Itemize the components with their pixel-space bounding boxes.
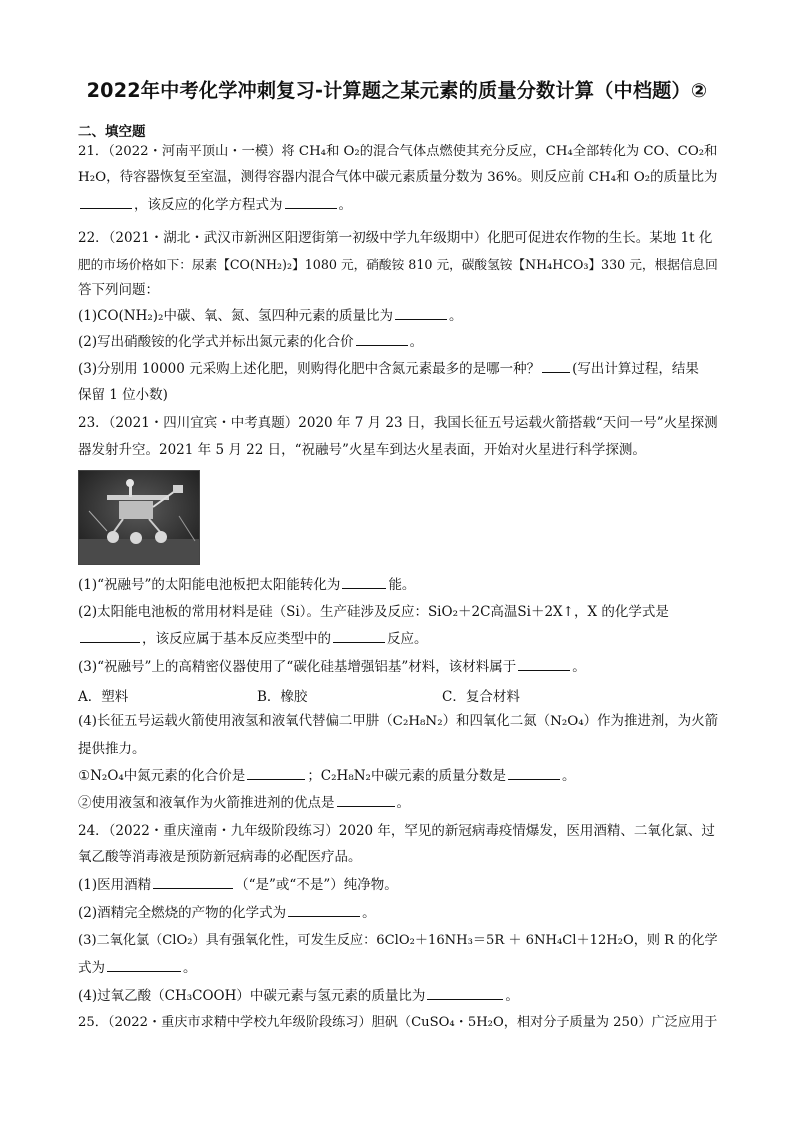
- answer-blank[interactable]: [337, 794, 395, 807]
- answer-blank[interactable]: [508, 767, 560, 780]
- q23-line-1: 23．（2021・四川宜宾・中考真题）2020 年 7 月 23 日，我国长征五号运载火箭搭载“天问一号”火星探测: [78, 415, 718, 431]
- q22-sub-1: (1)CO(NH₂)₂中碳、氧、氮、氢四种元素的质量比为 。: [78, 308, 463, 324]
- q23-sub-1: (1)“祝融号”的太阳能电池板把太阳能转化为 能。: [78, 577, 416, 593]
- q23-sub-2: (2)太阳能电池板的常用材料是硅（Si）。生产硅涉及反应：SiO₂＋2C高温Si＋2X↑，X 的化学式是: [78, 604, 669, 620]
- section-heading: 二、填空题: [78, 124, 146, 140]
- option-b[interactable]: B．橡胶: [257, 689, 308, 705]
- option-c[interactable]: C．复合材料: [442, 689, 520, 705]
- answer-blank[interactable]: [342, 576, 386, 589]
- option-a[interactable]: A．塑料: [78, 689, 129, 705]
- q23-sub-4: (4)长征五号运载火箭使用液氢和液氧代替偏二甲肼（C₂H₈N₂）和四氧化二氮（N₂O₄）作为推进剂，为火箭: [78, 714, 719, 729]
- q23-sub-3: (3)“祝融号”上的高精密仪器使用了“碳化硅基增强铝基”材料，该材料属于 。: [78, 659, 586, 675]
- answer-blank[interactable]: [542, 360, 570, 373]
- q23-sub-4-cont: 提供推力。: [78, 741, 146, 757]
- answer-blank[interactable]: [518, 658, 570, 671]
- q22-line-2: 肥的市场价格如下：尿素【CO(NH₂)₂】1080 元，硝酸铵 810 元，碳酸氢铵【NH₄HCO₃】330 元，根据信息回: [78, 257, 718, 272]
- q22-sub-2: (2)写出硝酸铵的化学式并标出氮元素的化合价 。: [78, 334, 424, 350]
- q21-line-3: ，该反应的化学方程式为 。: [78, 196, 352, 214]
- q24-line-1: 24．（2022・重庆潼南・九年级阶段练习）2020 年，罕见的新冠病毒疫情爆发，医用酒精、二氧化氯、过: [78, 823, 715, 839]
- answer-blank[interactable]: [247, 767, 305, 780]
- answer-blank[interactable]: [80, 630, 140, 643]
- answer-blank[interactable]: [395, 307, 447, 320]
- answer-blank[interactable]: [288, 904, 360, 917]
- q22-sub-3: (3)分别用 10000 元采购上述化肥，则购得化肥中含氮元素最多的是哪一种？ (写出计算过程，结果: [78, 361, 699, 377]
- q21-line-1: 21．（2022・河南平顶山・一模）将 CH₄和 O₂的混合气体点燃使其充分反应，CH₄全部转化为 CO、CO₂和: [78, 144, 718, 159]
- answer-blank[interactable]: [285, 196, 337, 209]
- q24-sub-4: (4)过氧乙酸（CH₃COOH）中碳元素与氢元素的质量比为 。: [78, 988, 519, 1004]
- page-title: 2022年中考化学冲刺复习-计算题之某元素的质量分数计算（中档题）②: [86, 79, 708, 102]
- q22-line-1: 22．（2021・湖北・武汉市新洲区阳逻街第一初级中学九年级期中）化肥可促进农作物的生长。某地 1t 化: [78, 230, 713, 246]
- q24-sub-3: (3)二氧化氯（ClO₂）具有强氧化性，可发生反应：6ClO₂＋16NH₃＝5R ＋ 6NH₄Cl＋12H₂O，则 R 的化学: [78, 933, 718, 948]
- q22-line-3: 答下列问题：: [78, 282, 159, 298]
- q23-sub-4-a: ①N₂O₄中氮元素的化合价是 ；C₂H₈N₂中碳元素的质量分数是 。: [78, 768, 576, 784]
- q22-sub-3-cont: 保留 1 位小数): [78, 387, 168, 403]
- q24-sub-1: (1)医用酒精 （“是”或“不是”）纯净物。: [78, 877, 398, 893]
- answer-blank[interactable]: [356, 333, 408, 346]
- q24-sub-2: (2)酒精完全燃烧的产物的化学式为 。: [78, 905, 376, 921]
- q23-line-2: 器发射升空。2021 年 5 月 22 日，“祝融号”火星车到达火星表面，开始对火星进行科学探测。: [78, 442, 646, 458]
- q24-sub-3-cont: 式为 。: [78, 960, 197, 976]
- answer-blank[interactable]: [153, 876, 233, 889]
- q23-sub-4-b: ②使用液氢和液氧作为火箭推进剂的优点是 。: [78, 795, 410, 811]
- q25-line-1: 25．（2022・重庆市求精中学校九年级阶段练习）胆矾（CuSO₄・5H₂O，相对分子质量为 250）广泛应用于: [78, 1015, 718, 1030]
- mars-rover-photo: [78, 470, 200, 565]
- answer-blank[interactable]: [107, 959, 181, 972]
- answer-blank[interactable]: [427, 987, 503, 1000]
- q21-line-2: H₂O，待容器恢复至室温，测得容器内混合气体中碳元素质量分数为 36%。则反应前 CH₄和 O₂的质量比为: [78, 170, 718, 185]
- q24-line-2: 氧乙酸等消毒液是预防新冠病毒的必配医疗品。: [78, 849, 362, 865]
- answer-blank[interactable]: [333, 630, 385, 643]
- q23-sub-2-cont: ，该反应属于基本反应类型中的 反应。: [78, 630, 428, 648]
- answer-blank[interactable]: [80, 196, 132, 209]
